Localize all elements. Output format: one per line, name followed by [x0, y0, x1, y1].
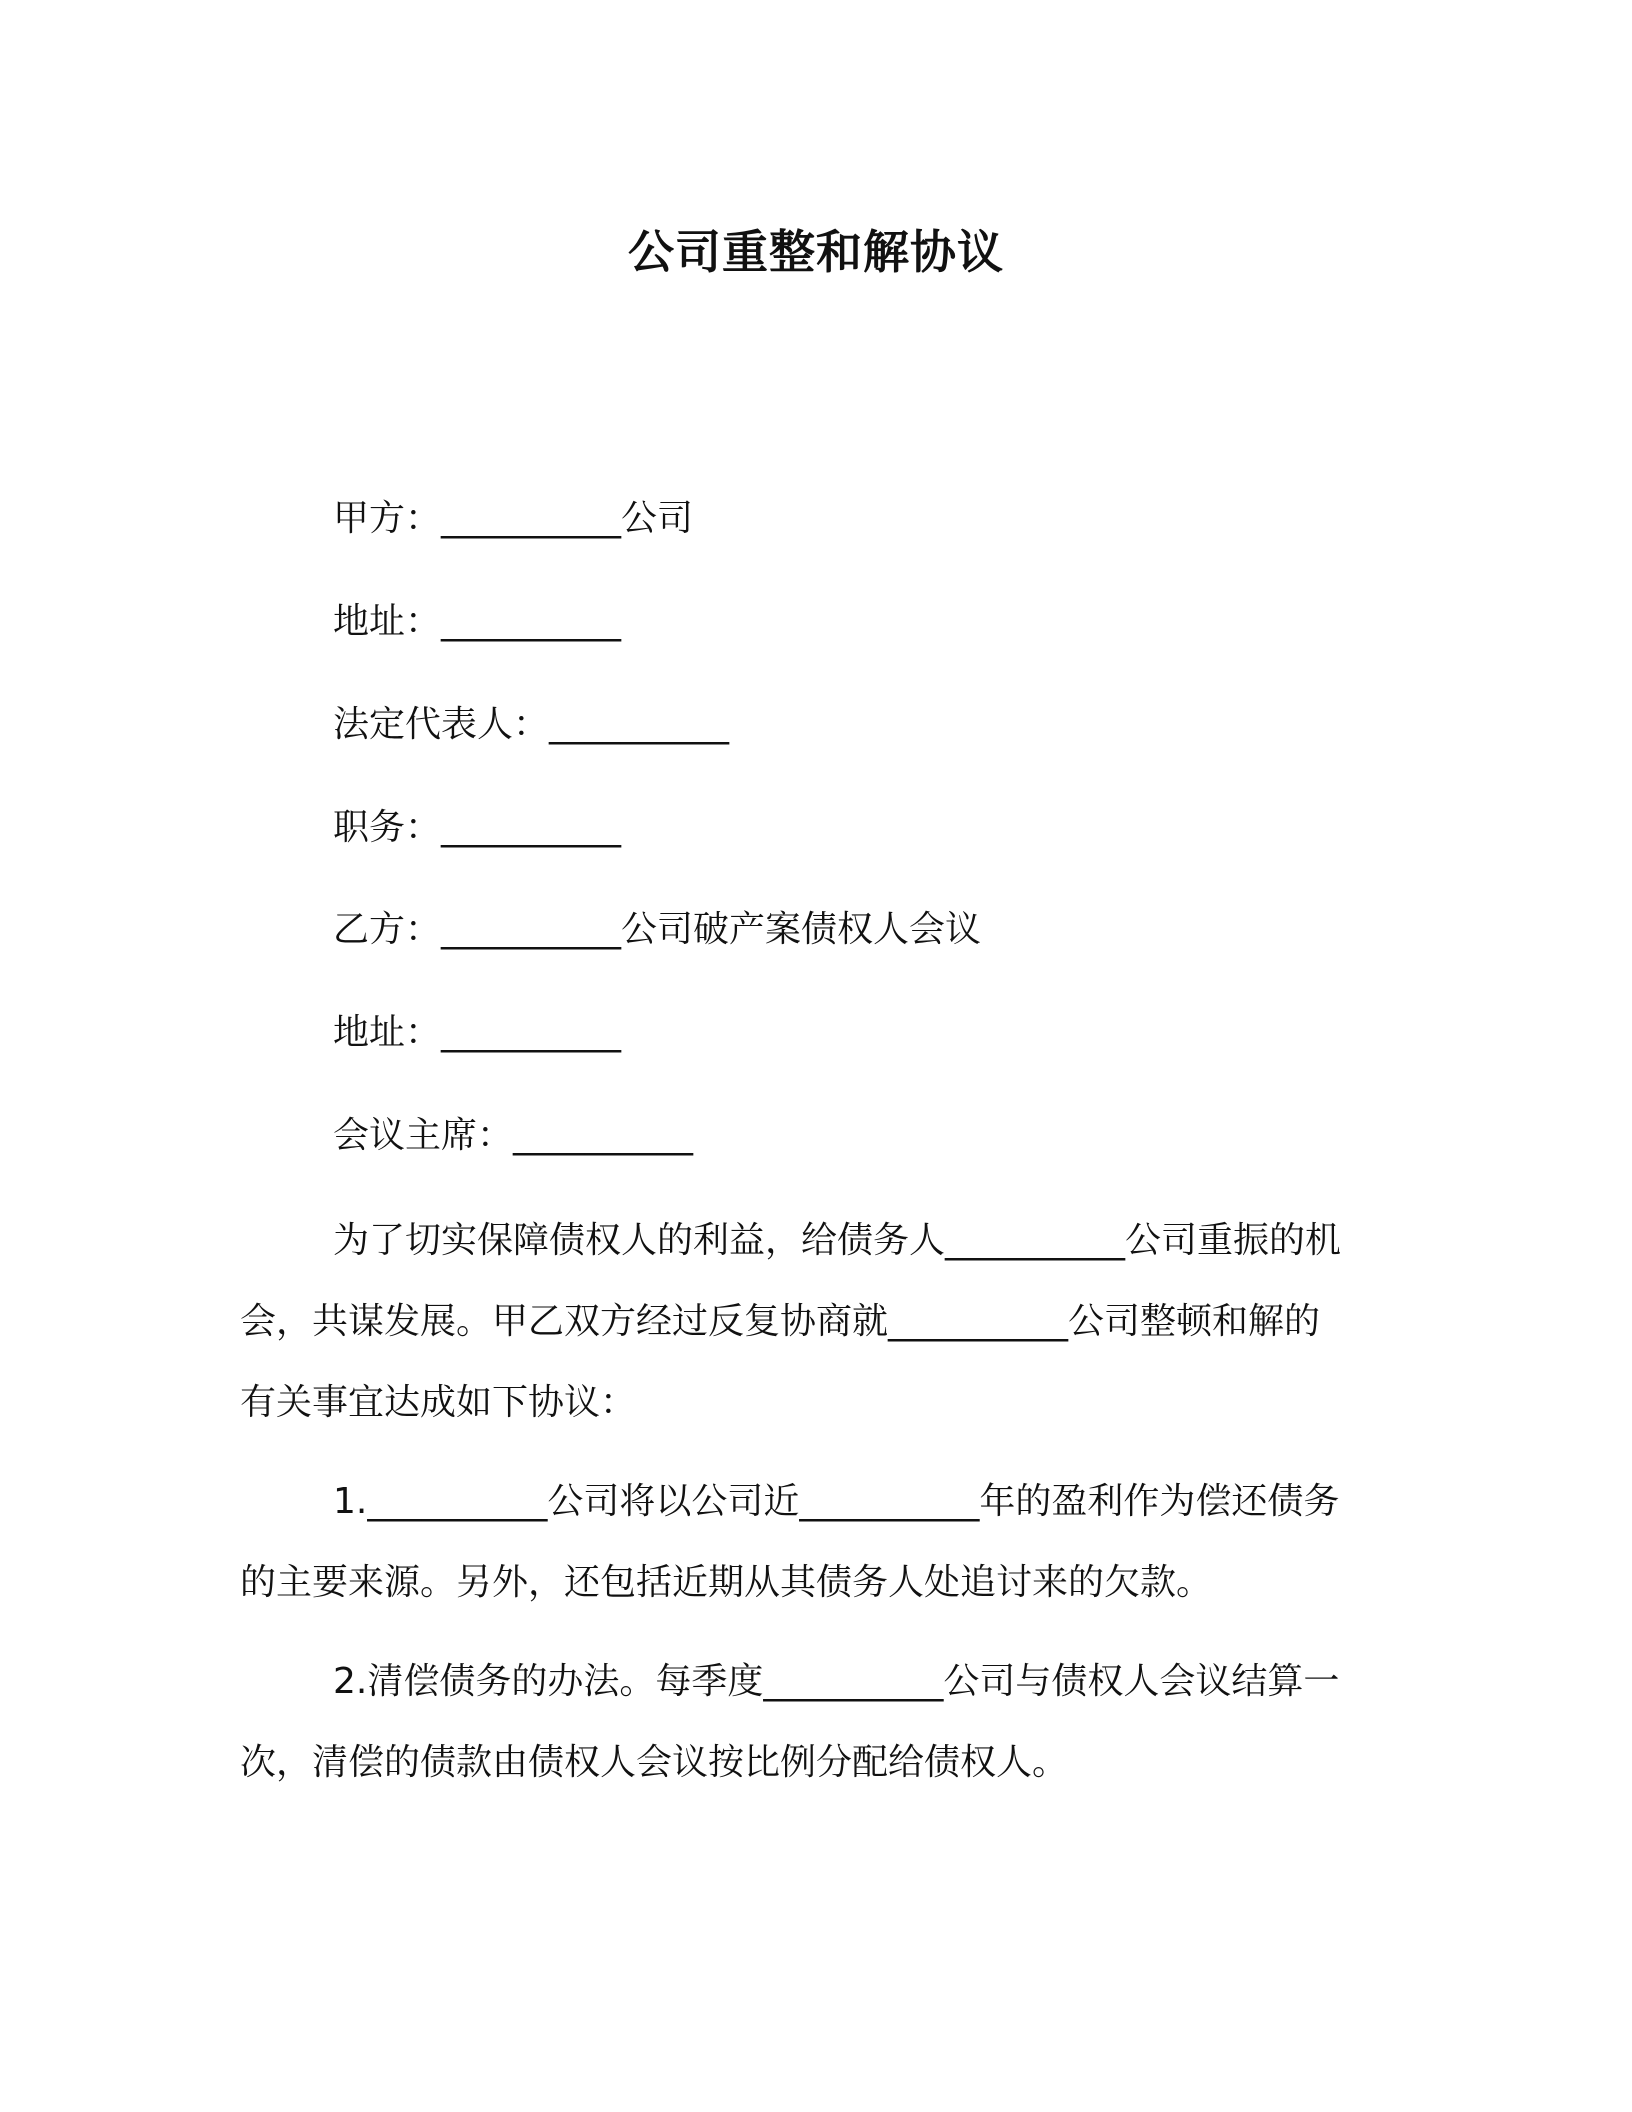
paragraph-line: 为了切实保障债权人的利益，给债务人__________公司重振的机: [333, 1220, 1342, 1261]
position-field: 职务：__________: [333, 807, 622, 848]
legal-representative-field: 法定代表人：__________: [333, 704, 730, 745]
party-a-address-field: 地址：__________: [333, 601, 622, 642]
document-title: 公司重整和解协议: [628, 225, 1004, 279]
meeting-chair-field: 会议主席：__________: [333, 1115, 694, 1156]
paragraph-line: 次，清偿的债款由债权人会议按比例分配给债权人。: [240, 1742, 1069, 1783]
clause-2-paragraph: [240, 1658, 1380, 1820]
party-b-address-field: 地址：__________: [333, 1012, 622, 1053]
clause-1-paragraph: [240, 1478, 1380, 1640]
paragraph-line: 的主要来源。另外，还包括近期从其债务人处追讨来的欠款。: [240, 1562, 1213, 1603]
paragraph-line: 会，共谋发展。甲乙双方经过反复协商就__________公司整顿和解的: [240, 1301, 1321, 1342]
party-a-field: 甲方：__________公司: [333, 498, 694, 539]
intro-paragraph: [240, 1217, 1380, 1460]
paragraph-line: 有关事宜达成如下协议：: [240, 1382, 637, 1423]
party-b-field: 乙方：__________公司破产案债权人会议: [333, 909, 982, 950]
paragraph-line: 1.__________公司将以公司近__________年的盈利作为偿还债务: [333, 1481, 1340, 1522]
paragraph-line: 2.清偿债务的办法。每季度__________公司与债权人会议结算一: [333, 1661, 1340, 1702]
